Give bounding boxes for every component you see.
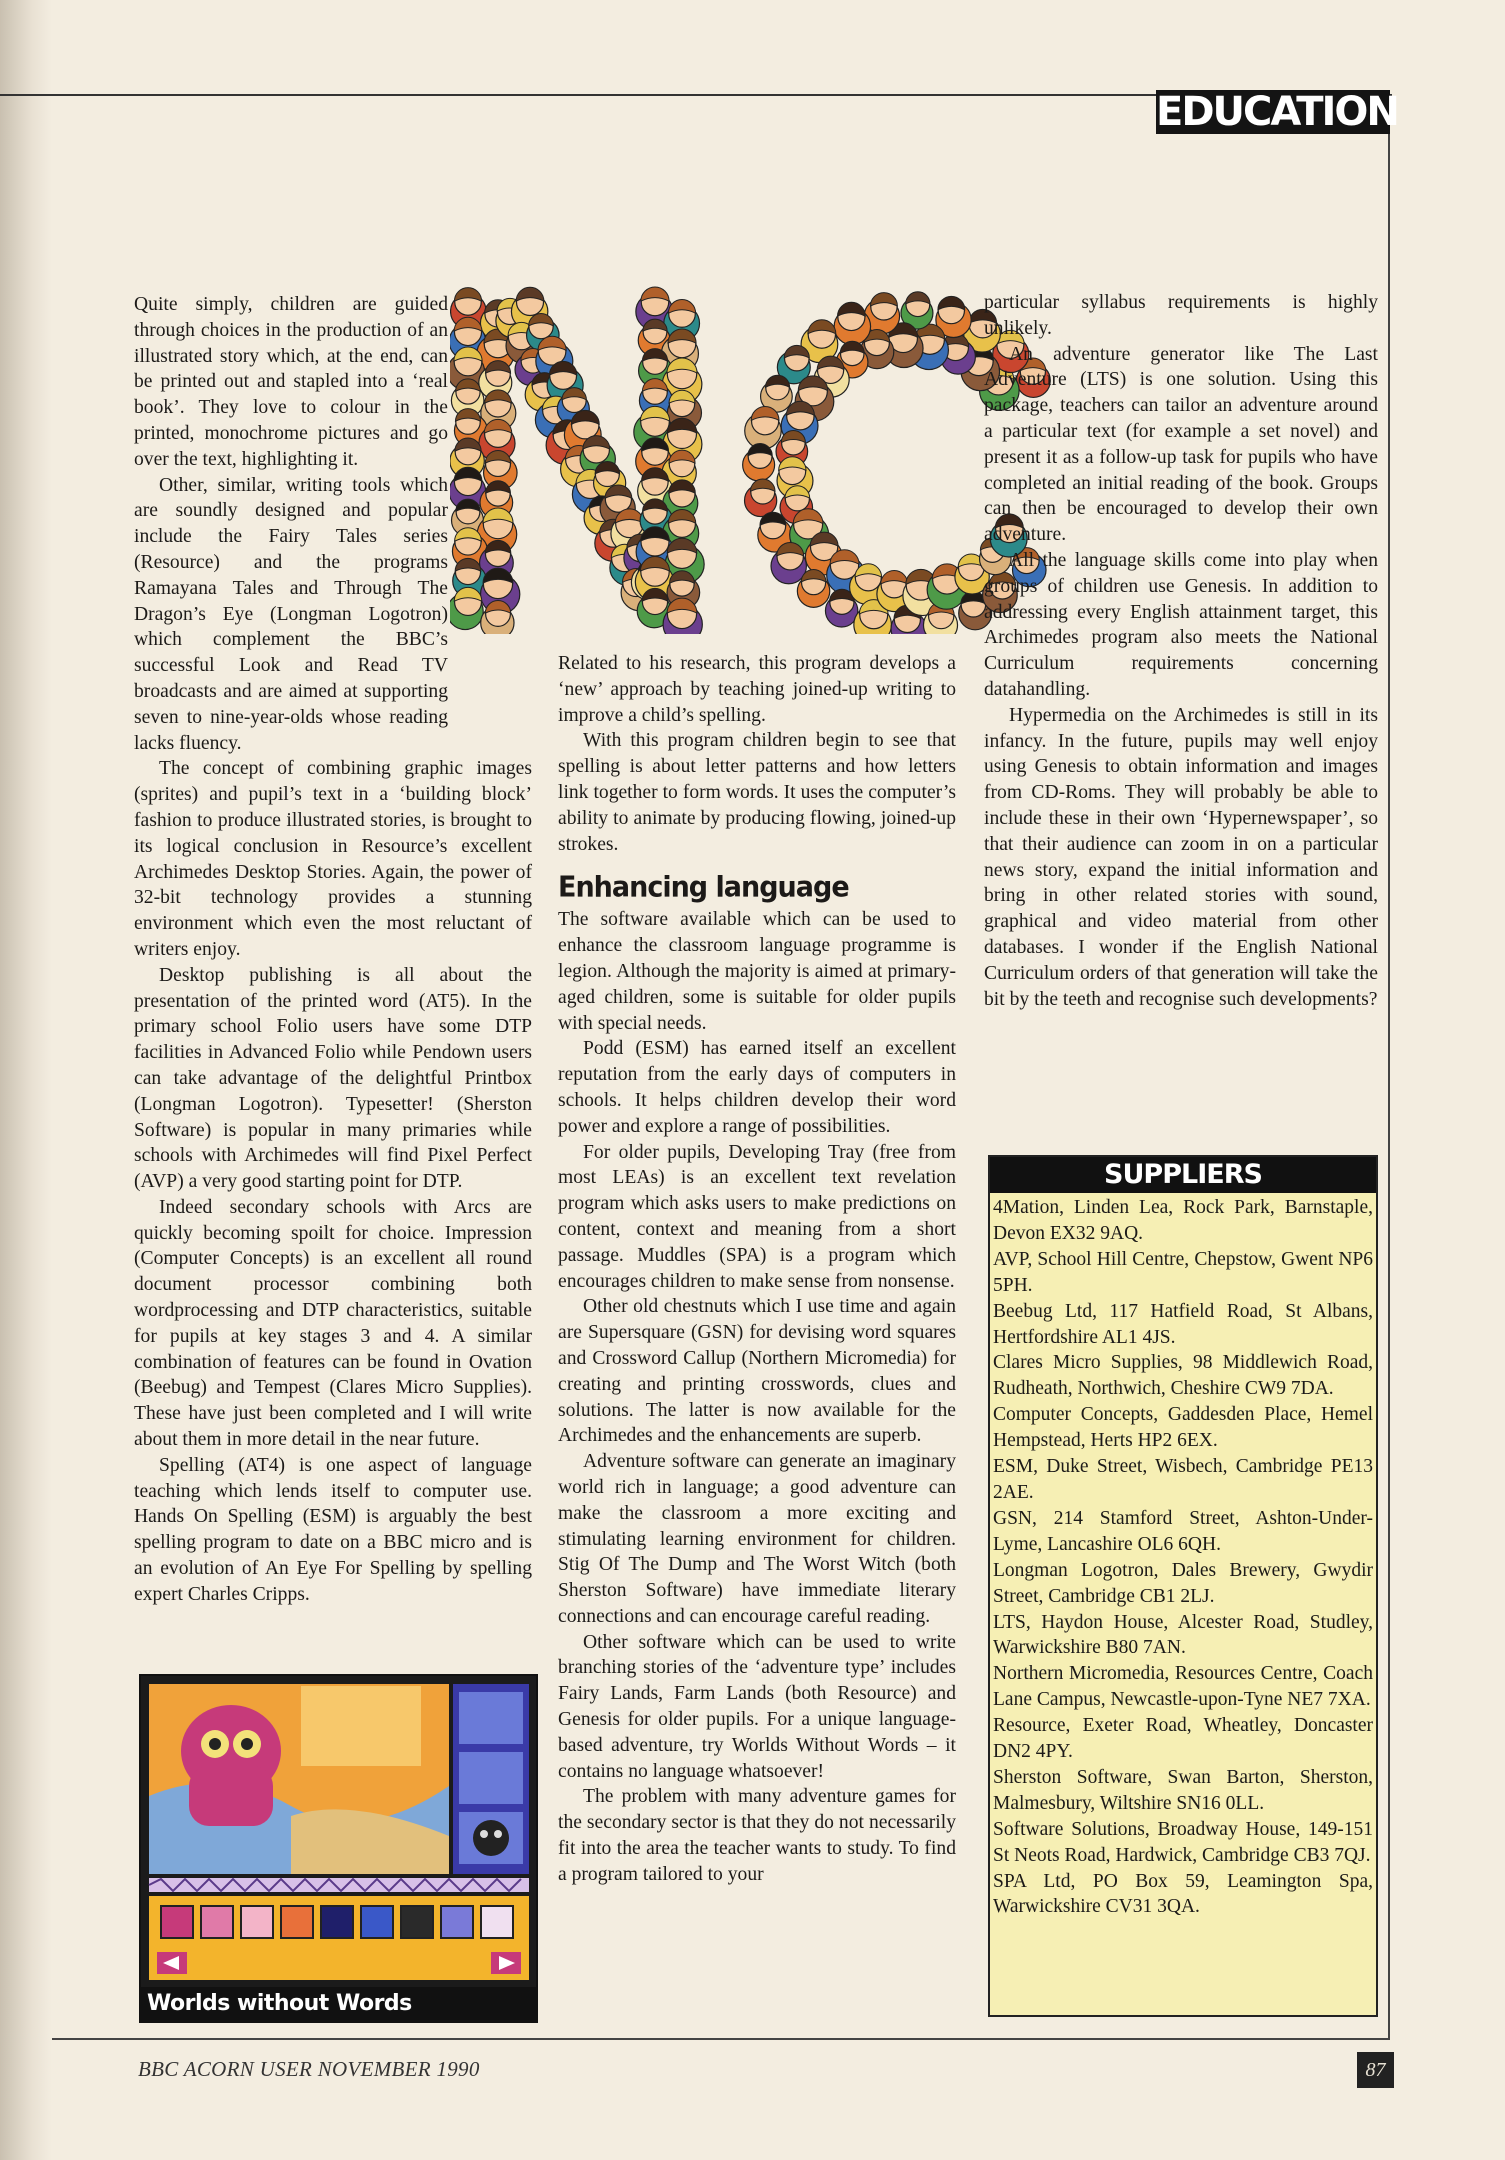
supplier-entry: AVP, School Hill Centre, Chepstow, Gwent NP6 5PH. bbox=[993, 1248, 1373, 1296]
paragraph: Other, similar, writing tools which are soundly designed and popular include the Fairy Tales series (Resource) and the programs Ramayana Tales and Through The Dragon’s Eye (Longman Logotron) which complement the BBC’s successful Look and Read TV broadcasts and are aimed at supporting seven to nine-year-olds whose reading lacks fluency. bbox=[134, 474, 448, 754]
paragraph: Desktop publishing is all about the presentation of the printed word (AT5). In the primary school Folio users have some DTP facilities in Advanced Folio while Pendown users can take advantage of the delightful Printbox (Longman Logotron). Typesetter! (Sherston Software) is popular in many primaries while schools with Archimedes will find Pixel Perfect (AVP) a very good starting point for DTP. bbox=[134, 964, 532, 1193]
paragraph: particular syllabus requirements is highly unlikely. bbox=[984, 292, 1378, 339]
paragraph: Spelling (AT4) is one aspect of language teaching which lends itself to computer use. Hands On Spelling (ESM) is arguably the best spelling program to date on a BBC micro and is an evolution of An Eye For Spelling by spelling expert Charles Cripps. bbox=[134, 1454, 532, 1605]
worlds-without-words-screenshot bbox=[139, 1674, 538, 2023]
paragraph: Adventure software can generate an imaginary world rich in language; a good adventure can make the classroom a more exciting and stimulating learning environment for children. Stig Of The Dump and The Worst Witch (both Sherston Software) have immediate literary connections and can encourage careful reading. bbox=[558, 1451, 956, 1627]
supplier-entry: Longman Logotron, Dales Brewery, Gwydir Street, Cambridge CB1 2LJ. bbox=[993, 1559, 1373, 1607]
page-spine-shadow bbox=[0, 0, 52, 2160]
game-screen-graphic bbox=[141, 1676, 536, 2021]
supplier-entry: 4Mation, Linden Lea, Rock Park, Barnstaple, Devon EX32 9AQ. bbox=[993, 1197, 1373, 1244]
bottom-rule bbox=[52, 2038, 1390, 2040]
supplier-entry: Northern Micromedia, Resources Centre, Coach Lane Campus, Newcastle-upon-Tyne NE7 7XA. bbox=[993, 1663, 1373, 1711]
right-rule bbox=[1388, 94, 1390, 2040]
paragraph: Other old chestnuts which I use time and again are Supersquare (GSN) for devising word squares and Crossword Callup (Northern Micromedia) for creating and printing crosswords, clues and solutions. The latter is now available for the Archimedes and the enhancements are superb. bbox=[558, 1296, 956, 1447]
supplier-entry: Computer Concepts, Gaddesden Place, Hemel Hempstead, Herts HP2 6EX. bbox=[993, 1404, 1373, 1452]
paragraph: Quite simply, children are guided through choices in the production of an illustrated story which, at the end, can be printed out and stapled into a ‘real book’. They love to colour in the printed, monochrome pictures and go over the text, highlighting it. bbox=[134, 294, 448, 470]
supplier-entry: ESM, Duke Street, Wisbech, Cambridge PE13 2AE. bbox=[993, 1456, 1373, 1503]
supplier-entry: Beebug Ltd, 117 Hatfield Road, St Albans, Hertfordshire AL1 4JS. bbox=[993, 1300, 1373, 1348]
supplier-entry: Resource, Exeter Road, Wheatley, Doncaster DN2 4PY. bbox=[993, 1715, 1373, 1763]
paragraph: The software available which can be used to enhance the classroom language programme is legion. Although the majority is aimed at primary-aged children, some is suitable for older pupils with special needs. bbox=[558, 909, 956, 1034]
paragraph: Other software which can be used to write branching stories of the ‘adventure type’ includes Fairy Lands, Farm Lands (both Resource) and Genesis for older pupils. For a unique language-based adventure, try Worlds Without Words – it contains no language whatsoever! bbox=[558, 1631, 956, 1782]
page-number: 87 bbox=[1357, 2052, 1394, 2088]
supplier-entry: GSN, 214 Stamford Street, Ashton-Under-Lyme, Lancashire OL6 6QH. bbox=[993, 1507, 1373, 1555]
paragraph: Hypermedia on the Archimedes is still in its infancy. In the future, pupils may well enjoy using Genesis to obtain information and images from CD-Roms. They will probably be able to include these in their own ‘Hypernewspaper’, so that their audience can zoom in on a particular news story, expand the initial information and bring in other related stories with sound, graphical and video material from other databases. I wonder if the English National Curriculum orders of that generation will take the bit by the teeth and recognise such developments? bbox=[984, 704, 1378, 1010]
article-column-1 bbox=[134, 292, 532, 1608]
supplier-entry: Software Solutions, Broadway House, 149-151 St Neots Road, Hardwick, Cambridge CB3 7QJ. bbox=[993, 1818, 1373, 1866]
subheading: Enhancing language bbox=[558, 871, 849, 905]
paragraph: All the language skills come into play when groups of children use Genesis. In addition to addressing every English attainment target, this Archimedes program also meets the National Curriculum requirements concerning datahandling. bbox=[984, 549, 1378, 700]
paragraph: For older pupils, Developing Tray (free from most LEAs) is an excellent text revelation program which asks users to make predictions on content, context and meaning from a short passage. Muddles (SPA) is a program which encourages children to make sense from nonsense. bbox=[558, 1141, 956, 1292]
suppliers-box bbox=[988, 1155, 1378, 2017]
article-column-3 bbox=[984, 290, 1378, 1012]
supplier-entry: LTS, Haydon House, Alcester Road, Studley, Warwickshire B80 7AN. bbox=[993, 1611, 1373, 1659]
screenshot-caption: Worlds without Words bbox=[141, 1987, 536, 2021]
suppliers-title: SUPPLIERS bbox=[990, 1157, 1376, 1193]
paragraph: An adventure generator like The Last Adventure (LTS) is one solution. Using this package, teachers can tailor an adventure around a particular text (for example a set novel) and present it as a follow-up task for pupils who have completed an initial reading of the book. Groups can then be encouraged to develop their own adventure. bbox=[984, 343, 1378, 546]
paragraph: The problem with many adventure games for the secondary sector is that they do not necessarily fit into the area the teacher wants to study. To find a program tailored to your bbox=[558, 1786, 956, 1885]
paragraph: Related to his research, this program develops a ‘new’ approach by teaching joined-up writing to improve a child’s spelling. bbox=[558, 653, 956, 726]
paragraph: Indeed secondary schools with Arcs are quickly becoming spoilt for choice. Impression (Computer Concepts) is an excellent all round document processor combining both wordprocessing and DTP characteristics, suitable for pupils at key stages 3 and 4. A similar combination of features can be found in Ovation (Beebug) and Tempest (Clares Micro Supplies). These have just been completed and I will write about them in more detail in the near future. bbox=[134, 1196, 532, 1451]
section-label: EDUCATION bbox=[1156, 89, 1398, 135]
supplier-entry: Sherston Software, Swan Barton, Sherston, Malmesbury, Wiltshire SN16 0LL. bbox=[993, 1766, 1373, 1814]
paragraph: With this program children begin to see that spelling is about letter patterns and how letters link together to form words. It uses the computer’s ability to animate by producing flowing, joined-up strokes. bbox=[558, 730, 956, 855]
supplier-entry: Clares Micro Supplies, 98 Middlewich Road, Rudheath, Northwich, Cheshire CW9 7DA. bbox=[993, 1352, 1373, 1400]
column-1-wrapped-text bbox=[134, 292, 448, 756]
suppliers-list bbox=[990, 1193, 1376, 1920]
supplier-entry: SPA Ltd, PO Box 59, Leamington Spa, Warwickshire CV31 3QA. bbox=[993, 1870, 1373, 1918]
paragraph: Podd (ESM) has earned itself an excellent reputation from the early days of computers in schools. It helps children develop their word power and explore a range of possibilities. bbox=[558, 1038, 956, 1137]
publication-footer: BBC ACORN USER NOVEMBER 1990 bbox=[138, 2057, 480, 2081]
article-column-2 bbox=[558, 651, 956, 1888]
paragraph: The concept of combining graphic images (sprites) and pupil’s text in a ‘building block’ fashion to produce illustrated stories, is brought to its logical conclusion in Resource’s excellent Archimedes Desktop Stories. Again, the power of 32-bit technology provides a stunning environment which even the most reluctant of writers enjoy. bbox=[134, 758, 532, 960]
